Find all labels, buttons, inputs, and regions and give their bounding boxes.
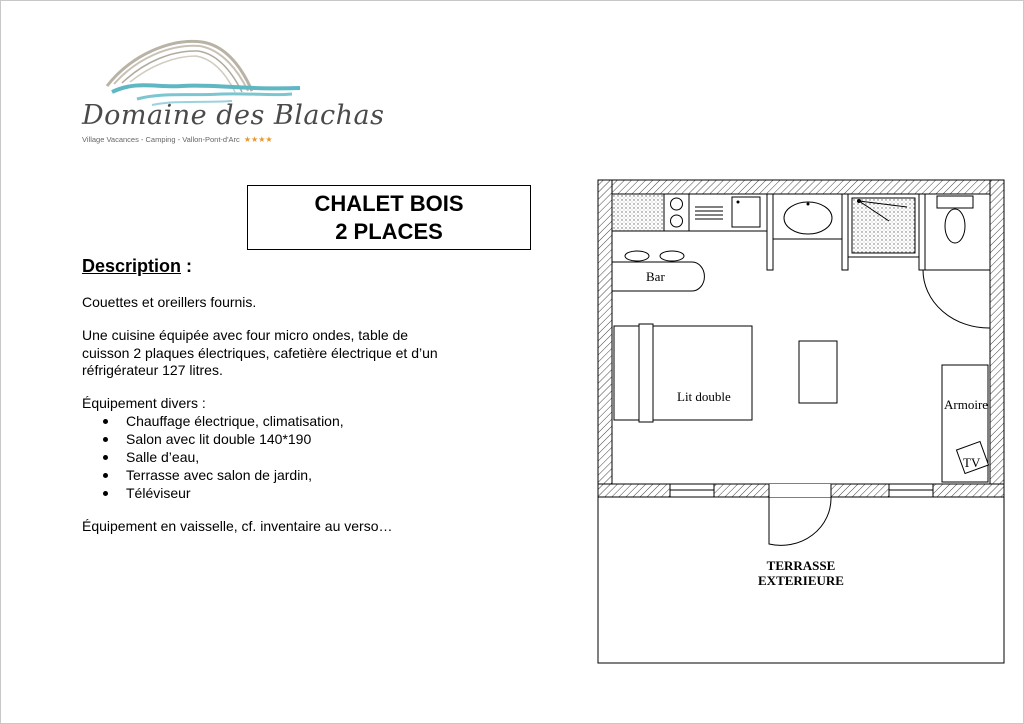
bar-label: Bar: [646, 269, 665, 284]
table: [799, 341, 837, 403]
description-heading-text: Description: [82, 256, 182, 276]
toilet: [925, 196, 990, 270]
list-item: [103, 484, 344, 502]
kitchen-counter: [612, 194, 772, 231]
floor-plan-drawing: [597, 179, 1006, 665]
floor-plan: [597, 179, 1006, 665]
list-item: [103, 430, 344, 448]
terrace-label-line-2: EXTERIEURE: [758, 573, 844, 588]
list-item-text: Salle d’eau,: [126, 449, 200, 465]
description-equipment-heading: Équipement divers :: [82, 395, 206, 411]
logo: [52, 36, 385, 151]
bullet-icon: [103, 455, 108, 460]
list-item: [103, 448, 344, 466]
terrace-label-line-1: TERRASSE: [766, 558, 836, 573]
equipment-list: [103, 412, 344, 502]
shower: [848, 194, 919, 257]
tv-label: TV: [963, 455, 981, 470]
logo-tagline: [82, 135, 273, 144]
logo-name: Domaine des Blachas: [82, 100, 385, 131]
title-line-1: CHALET BOIS: [314, 191, 464, 216]
logo-tagline-text: Village Vacances - Camping - Vallon-Pont-d'Arc: [82, 135, 240, 144]
bullet-icon: [103, 437, 108, 442]
bed-label: Lit double: [677, 389, 731, 404]
description-tableware: Équipement en vaisselle, cf. inventaire au verso…: [82, 518, 393, 534]
wardrobe-label: Armoire: [944, 397, 989, 412]
bathroom-sink: [773, 194, 842, 239]
bullet-icon: [103, 473, 108, 478]
logo-graphic: [52, 36, 332, 151]
title-line-2: 2 PLACES: [335, 219, 443, 244]
list-item-text: Terrasse avec salon de jardin,: [126, 467, 312, 483]
description-kitchen: Une cuisine équipée avec four micro ondes, table de cuisson 2 plaques électriques, cafetière électrique et d’un réfrigérateur 127 litres.: [82, 327, 438, 378]
bullet-icon: [103, 491, 108, 496]
star-icons: ★★★★: [243, 135, 273, 144]
bathroom-door-swing: [923, 270, 990, 328]
list-item-text: Salon avec lit double 140*190: [126, 431, 312, 447]
description-heading-suffix: :: [181, 256, 193, 276]
list-item: [103, 466, 344, 484]
list-item-text: Chauffage électrique, climatisation,: [126, 413, 344, 429]
double-bed: [614, 324, 752, 422]
list-item-text: Téléviseur: [126, 485, 191, 501]
list-item: [103, 412, 344, 430]
description-heading: [82, 256, 192, 277]
bullet-icon: [103, 419, 108, 424]
description-bedding: Couettes et oreillers fournis.: [82, 294, 257, 310]
door-swing: [769, 497, 831, 545]
title-box: [247, 185, 531, 250]
bar: [612, 251, 704, 291]
